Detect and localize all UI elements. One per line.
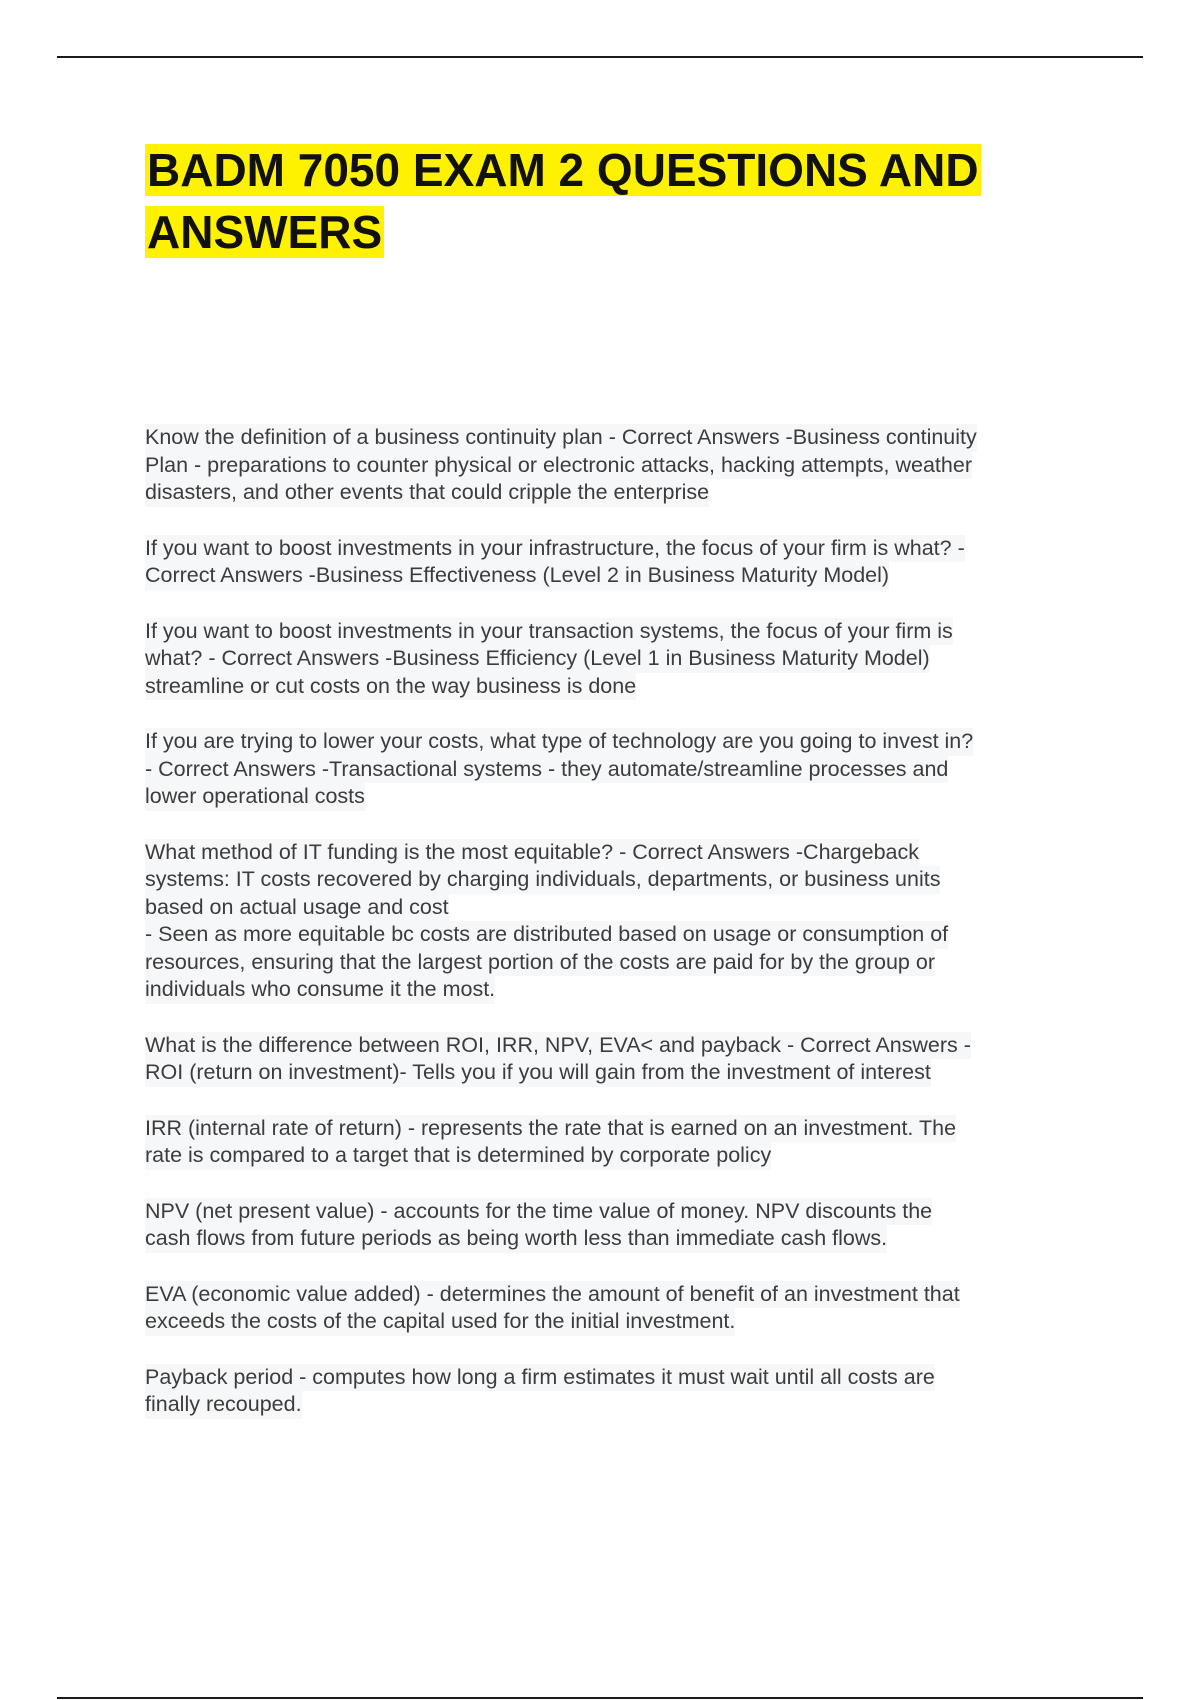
qa-line: disasters, and other events that could cripple the enterprise bbox=[145, 479, 709, 507]
qa-line: If you want to boost investments in your infrastructure, the focus of your firm is what? - bbox=[145, 535, 965, 563]
qa-item bbox=[145, 1115, 1090, 1170]
qa-line: Payback period - computes how long a firm estimates it must wait until all costs are bbox=[145, 1364, 935, 1392]
title-text: ANSWERS bbox=[147, 206, 383, 258]
qa-item bbox=[145, 839, 1090, 1004]
title-text: BADM 7050 EXAM 2 QUESTIONS AND bbox=[147, 144, 979, 196]
qa-line: cash flows from future periods as being worth less than immediate cash flows. bbox=[145, 1225, 887, 1253]
qa-line: individuals who consume it the most. bbox=[145, 976, 495, 1004]
qa-line: If you want to boost investments in your transaction systems, the focus of your firm is bbox=[145, 618, 953, 646]
qa-line: Plan - preparations to counter physical or electronic attacks, hacking attempts, weather bbox=[145, 452, 972, 480]
footer-rule bbox=[57, 1697, 1143, 1699]
qa-line: resources, ensuring that the largest portion of the costs are paid for by the group or bbox=[145, 949, 935, 977]
qa-line: If you are trying to lower your costs, what type of technology are you going to invest in? bbox=[145, 728, 973, 756]
qa-item bbox=[145, 1281, 1090, 1336]
qa-line: Correct Answers -Business Effectiveness (Level 2 in Business Maturity Model) bbox=[145, 562, 889, 590]
title-line bbox=[145, 142, 1085, 204]
qa-item bbox=[145, 1032, 1090, 1087]
qa-item bbox=[145, 1364, 1090, 1419]
qa-line: NPV (net present value) - accounts for the time value of money. NPV discounts the bbox=[145, 1198, 932, 1226]
qa-line: IRR (internal rate of return) - represents the rate that is earned on an investment. The bbox=[145, 1115, 956, 1143]
qa-line: what? - Correct Answers -Business Efficiency (Level 1 in Business Maturity Model) bbox=[145, 645, 930, 673]
qa-line: based on actual usage and cost bbox=[145, 894, 449, 922]
qa-item bbox=[145, 424, 1090, 507]
qa-line: systems: IT costs recovered by charging individuals, departments, or business units bbox=[145, 866, 940, 894]
qa-list bbox=[145, 424, 1090, 1447]
qa-line: finally recouped. bbox=[145, 1391, 302, 1419]
qa-line: - Correct Answers -Transactional systems - they automate/streamline processes and bbox=[145, 756, 948, 784]
qa-item bbox=[145, 728, 1090, 811]
qa-line: Know the definition of a business continuity plan - Correct Answers -Business continuity bbox=[145, 424, 977, 452]
qa-line: streamline or cut costs on the way business is done bbox=[145, 673, 636, 701]
qa-line: lower operational costs bbox=[145, 783, 365, 811]
qa-line: ROI (return on investment)- Tells you if you will gain from the investment of interest bbox=[145, 1059, 931, 1087]
qa-line: - Seen as more equitable bc costs are distributed based on usage or consumption of bbox=[145, 921, 948, 949]
qa-line: What is the difference between ROI, IRR, NPV, EVA< and payback - Correct Answers - bbox=[145, 1032, 971, 1060]
document-title bbox=[145, 142, 1085, 266]
qa-line: What method of IT funding is the most equitable? - Correct Answers -Chargeback bbox=[145, 839, 919, 867]
qa-item bbox=[145, 618, 1090, 701]
qa-item bbox=[145, 1198, 1090, 1253]
qa-line: exceeds the costs of the capital used for the initial investment. bbox=[145, 1308, 735, 1336]
qa-line: EVA (economic value added) - determines the amount of benefit of an investment that bbox=[145, 1281, 960, 1309]
qa-item bbox=[145, 535, 1090, 590]
qa-line: rate is compared to a target that is determined by corporate policy bbox=[145, 1142, 771, 1170]
header-rule bbox=[57, 56, 1143, 58]
title-line bbox=[145, 204, 1085, 266]
